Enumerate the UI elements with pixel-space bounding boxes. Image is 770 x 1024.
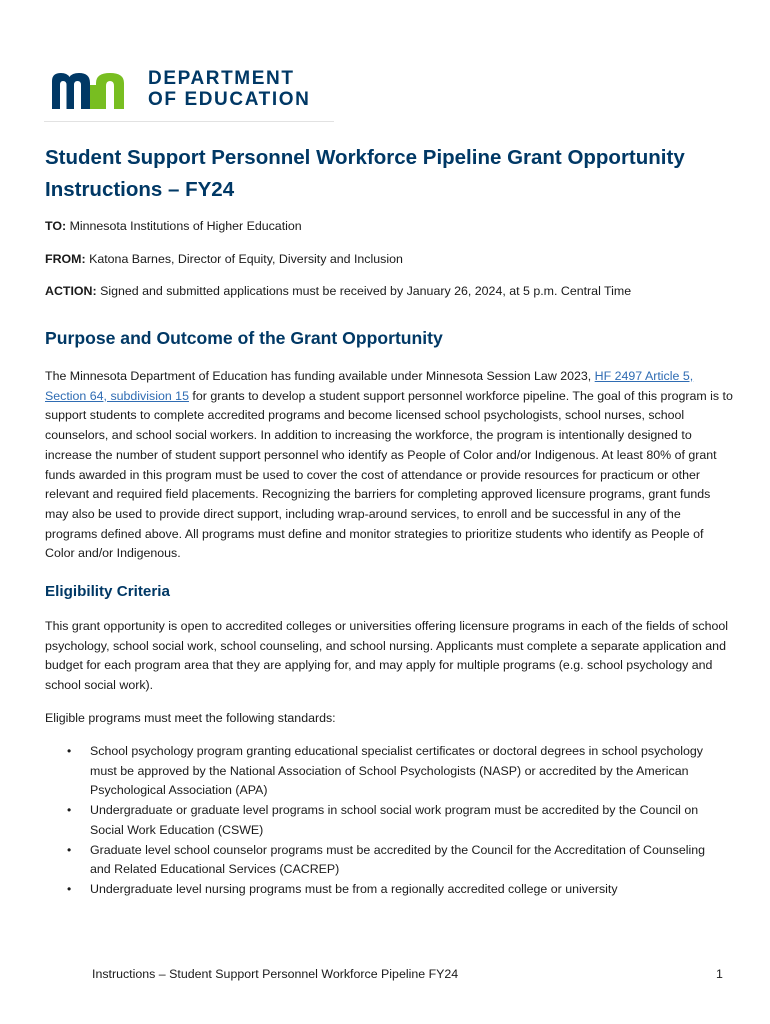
- memo-from-value: Katona Barnes, Director of Equity, Diversity and Inclusion: [89, 252, 403, 266]
- memo-action-value: Signed and submitted applications must be received by January 26, 2024, at 5 p.m. Central Time: [100, 284, 632, 298]
- memo-action: [45, 283, 631, 299]
- memo-to: [45, 218, 302, 234]
- purpose-paragraph: [45, 367, 733, 564]
- bullet-icon: •: [67, 842, 72, 857]
- list-item: • Undergraduate level nursing programs must be from a regionally accredited college or university: [45, 880, 725, 900]
- eligibility-paragraph: This grant opportunity is open to accredited colleges or universities offering licensure programs in each of the fields of school psychology, school social work, school counseling, and school nursing. Applicants must complete a separate application and budget for each program area that they are applying for, and may apply for multiple programs (e.g. school psychology and school social work).: [45, 619, 729, 693]
- memo-to-value: Minnesota Institutions of Higher Education: [69, 219, 302, 233]
- purpose-text-before-link: The Minnesota Department of Education has funding available under Minnesota Session Law 2023,: [45, 369, 595, 383]
- mn-logo-mark-icon: [52, 71, 138, 111]
- header-divider: [44, 121, 334, 122]
- eligibility-intro: Eligible programs must meet the following standards:: [45, 711, 336, 725]
- purpose-text-after-link: for grants to develop a student support personnel workforce pipeline. The goal of this program is to support students to complete accredited programs and become licensed school psychologists, school nurses, school counselors, and school social workers. In addition to increasing the workforce, the program is intentionally designed to increase the number of student support personnel who identify as People of Color and/or Indigenous. At least 80% of grant funds awarded in this program must be used to cover the cost of attendance or provide resources for practicum or other relevant and required field placements. Recognizing the barriers for completing approved licensure programs, grant funds may also be used to provide direct support, including wrap-around services, to enroll and be successful in any of the programs defined above. All programs must define and monitor strategies to prioritize students who identify as People of Color and/or Indigenous.: [45, 388, 733, 561]
- logo-line-2: OF EDUCATION: [148, 89, 311, 110]
- memo-from-label: FROM:: [45, 252, 86, 266]
- footer-doc-title: Instructions – Student Support Personnel Workforce Pipeline FY24: [92, 967, 459, 981]
- eligibility-heading: Eligibility Criteria: [45, 583, 170, 600]
- eligibility-standards-list: [45, 742, 725, 900]
- bullet-icon: •: [67, 803, 72, 818]
- memo-action-label: ACTION:: [45, 284, 97, 298]
- purpose-heading: Purpose and Outcome of the Grant Opportunity: [45, 328, 443, 348]
- logo-wordmark: [148, 68, 310, 110]
- memo-to-label: TO:: [45, 219, 67, 233]
- page-title: Student Support Personnel Workforce Pipeline Grant Opportunity Instructions – FY24: [45, 146, 685, 201]
- logo-line-1: DEPARTMENT: [148, 68, 295, 89]
- bullet-icon: •: [67, 881, 72, 896]
- list-item: • Graduate level school counselor programs must be accredited by the Council for the Accreditation of Counseling and Related Educational Services (CACREP): [67, 842, 706, 877]
- memo-from: [45, 251, 403, 267]
- mde-logo: [52, 68, 337, 114]
- footer-page-number: 1: [716, 967, 723, 981]
- bullet-icon: •: [67, 744, 72, 758]
- session-law-link[interactable]: HF 2497 Article 5, Section 64, subdivision 15: [45, 369, 694, 403]
- list-item: • Undergraduate or graduate level programs in school social work program must be accredited by the Council on Social Work Education (CSWE): [67, 803, 699, 837]
- list-item: • School psychology program granting educational specialist certificates or doctoral degrees in school psychology must be approved by the National Association of School Psychologists (NASP) or accredited by the American Psychological Association (APA): [67, 744, 703, 798]
